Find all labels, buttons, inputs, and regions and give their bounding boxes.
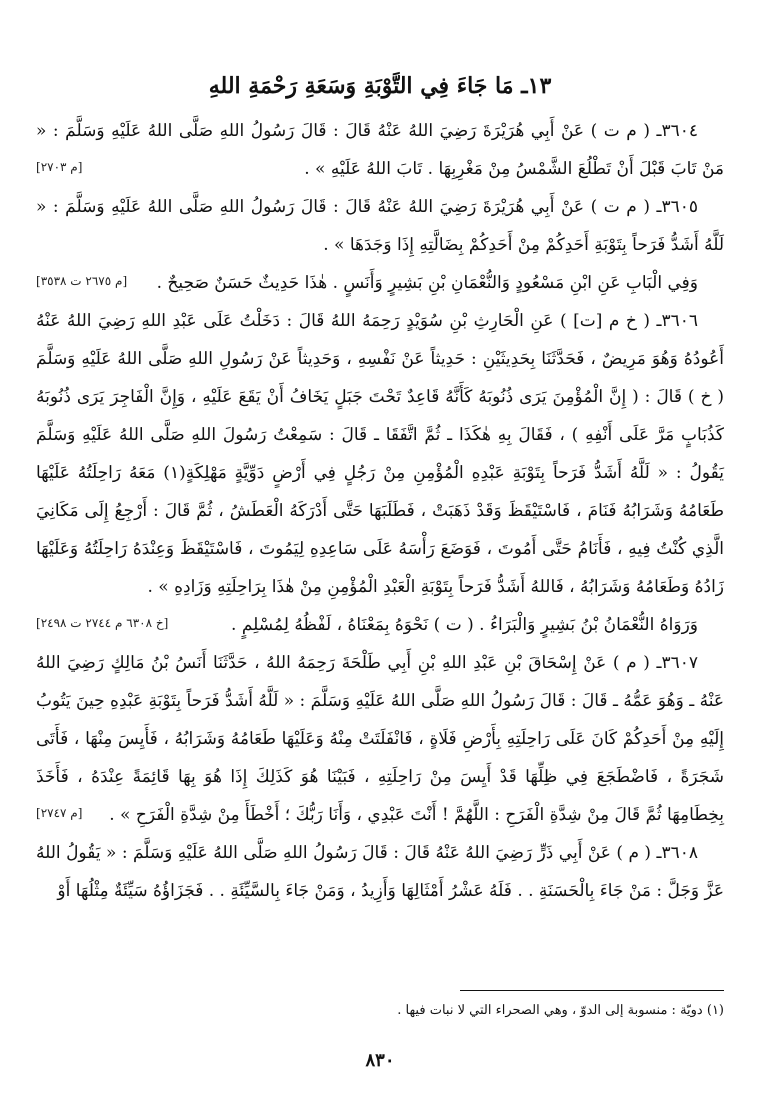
hadith-3608: ٣٦٠٨ـ ( م ) عَنْ أَبِي ذَرٍّ رَضِيَ اللهُ عَنْهُ قَالَ : قَالَ رَسُولُ اللهِ صَلَّى اللهُ عَلَيْهِ وَسَلَّمَ : « يَقُولُ اللهُ عَزَّ وَجَلَّ : مَنْ جَاءَ بِالْحَسَنَةِ . . فَلَهُ عَشْرُ أَمْثَالِهَا وَأَزِيدُ ، وَمَنْ جَاءَ بِالسَّيِّئَةِ . . فَجَزَاؤُهُ سَيِّئَةٌ مِثْلُهَا أَوْ [36,843,724,901]
hadith-3604: ٣٦٠٤ـ ( م ت ) عَنْ أَبِي هُرَيْرَةَ رَضِيَ اللهُ عَنْهُ قَالَ : قَالَ رَسُولُ اللهِ صَلَّى اللهُ عَلَيْهِ وَسَلَّمَ : « مَنْ تَابَ قَبْلَ أَنْ تَطْلُعَ الشَّمْسُ مِنْ مَغْرِبِهَا . تَابَ اللهُ عَلَيْهِ » . [36,121,724,179]
hadith-3605: ٣٦٠٥ـ ( م ت ) عَنْ أَبِي هُرَيْرَةَ رَضِيَ اللهُ عَنْهُ قَالَ : قَالَ رَسُولُ اللهِ صَلَّى اللهُ عَلَيْهِ وَسَلَّمَ : « لَلَّهُ أَشَدُّ فَرَحاً بِتَوْبَةِ أَحَدِكُمْ مِنْ أَحَدِكُمْ بِضَالَّتِهِ إِذَا وَجَدَهَا » . [36,197,724,255]
reference-3605: [م ٢٦٧٥ ت ٣٥٣٨] [36,274,128,288]
reference-3604: [م ٢٧٠٣] [36,160,83,174]
page-number: ٨٣٠ [365,1050,395,1071]
chapter-title: ١٣ـ مَا جَاءَ فِي التَّوْبَةِ وَسَعَةِ رَحْمَةِ اللهِ [208,73,552,99]
hadith-3605-note: وَفِي الْبَابِ عَنِ ابْنِ مَسْعُودٍ وَالنُّعْمَانِ بْنِ بَشِيرٍ وَأَنَسٍ . هٰذَا حَدِيثٌ حَسَنٌ صَحِيحٌ . [156,273,698,293]
footnote: (١) دويّة : منسوبة إلى الدوّ ، وهي الصحراء التي لا نبات فيها . [397,1003,724,1018]
page-body [36,52,724,910]
reference-3606: [خ ٦٣٠٨ م ٢٧٤٤ ت ٢٤٩٨] [36,616,169,630]
reference-3607: [م ٢٧٤٧] [36,806,83,820]
hadith-3606: ٣٦٠٦ـ ( خ م [ت] ) عَنِ الْحَارِثِ بْنِ سُوَيْدٍ رَحِمَهُ اللهُ قَالَ : دَخَلْتُ عَلَى عَبْدِ اللهِ رَضِيَ اللهُ عَنْهُ أَعُودُهُ وَهُوَ مَرِيضٌ ، فَحَدَّثَنَا بِحَدِيثَيْنِ : حَدِيثاً عَنْ نَفْسِهِ ، وَحَدِيثاً عَنْ رَسُولِ اللهِ صَلَّى اللهُ عَلَيْهِ وَسَلَّمَ ( خ ) قَالَ : ( إِنَّ الْمُؤْمِنَ يَرَى ذُنُوبَهُ كَأَنَّهُ قَاعِدٌ تَحْتَ جَبَلٍ يَخَافُ أَنْ يَقَعَ عَلَيْهِ ، وَإِنَّ الْفَاجِرَ يَرَى ذُنُوبَهُ كَذُبَابٍ مَرَّ عَلَى أَنْفِهِ ) ، فَقَالَ بِهِ هٰكَذَا ـ ثُمَّ اتَّفَقَا ـ قَالَ : سَمِعْتُ رَسُولَ اللهِ صَلَّى اللهُ عَلَيْهِ وَسَلَّمَ يَقُولُ : « لَلَّهُ أَشَدُّ فَرَحاً بِتَوْبَةِ عَبْدِهِ الْمُؤْمِنِ مِنْ رَجُلٍ فِي أَرْضٍ دَوِّيَّةٍ مَهْلِكَةٍ(١) مَعَهُ رَاحِلَتُهُ عَلَيْهَا طَعَامُهُ وَشَرَابُهُ فَنَامَ ، فَاسْتَيْقَظَ وَقَدْ ذَهَبَتْ ، فَطَلَبَهَا حَتَّى أَدْرَكَهُ الْعَطَشُ ، ثُمَّ قَالَ : أَرْجِعُ إِلَى مَكَانِيَ الَّذِي كُنْتُ فِيهِ ، فَأَنَامُ حَتَّى أَمُوتَ ، فَوَضَعَ رَأْسَهُ عَلَى سَاعِدِهِ لِيَمُوتَ ، فَاسْتَيْقَظَ وَعِنْدَهُ رَاحِلَتُهُ وَعَلَيْهَا زَادُهُ وَطَعَامُهُ وَشَرَابُهُ ، فَاللهُ أَشَدُّ فَرَحاً بِتَوْبَةِ الْعَبْدِ الْمُؤْمِنِ مِنْ هٰذَا بِرَاحِلَتِهِ وَزَادِهِ » . [36,311,724,597]
hadith-3607: ٣٦٠٧ـ ( م ) عَنْ إِسْحَاقَ بْنِ عَبْدِ اللهِ بْنِ أَبِي طَلْحَةَ رَحِمَهُ اللهُ ، حَدَّثَنَا أَنَسُ بْنُ مَالِكٍ رَضِيَ اللهُ عَنْهُ ـ وَهُوَ عَمُّهُ ـ قَالَ : قَالَ رَسُولُ اللهِ صَلَّى اللهُ عَلَيْهِ وَسَلَّمَ : « لَلَّهُ أَشَدُّ فَرَحاً بِتَوْبَةِ عَبْدِهِ حِينَ يَتُوبُ إِلَيْهِ مِنْ أَحَدِكُمْ كَانَ عَلَى رَاحِلَتِهِ بِأَرْضِ فَلَاةٍ ، فَانْفَلَتَتْ مِنْهُ وَعَلَيْهَا طَعَامُهُ وَشَرَابُهُ ، فَأَيِسَ مِنْهَا ، فَأَتَى شَجَرَةً ، فَاضْطَجَعَ فِي ظِلِّهَا قَدْ أَيِسَ مِنْ رَاحِلَتِهِ ، فَبَيْنَا هُوَ كَذَلِكَ إِذَا هُوَ بِهَا قَائِمَةً عِنْدَهُ ، فَأَخَذَ بِخِطَامِهَا ثُمَّ قَالَ مِنْ شِدَّةِ الْفَرَحِ : اللَّهُمَّ ! أَنْتَ عَبْدِي ، وَأَنَا رَبُّكَ ؛ أَخْطَأَ مِنْ شِدَّةِ الْفَرَحِ » . [36,653,724,825]
hadith-3606-note: وَرَوَاهُ النُّعْمَانُ بْنُ بَشِيرٍ وَالْبَرَاءُ . ( ت ) نَحْوَهُ بِمَعْنَاهُ ، لَفْظُهُ لِمُسْلِمٍ . [231,615,698,635]
footnote-divider [460,990,724,991]
